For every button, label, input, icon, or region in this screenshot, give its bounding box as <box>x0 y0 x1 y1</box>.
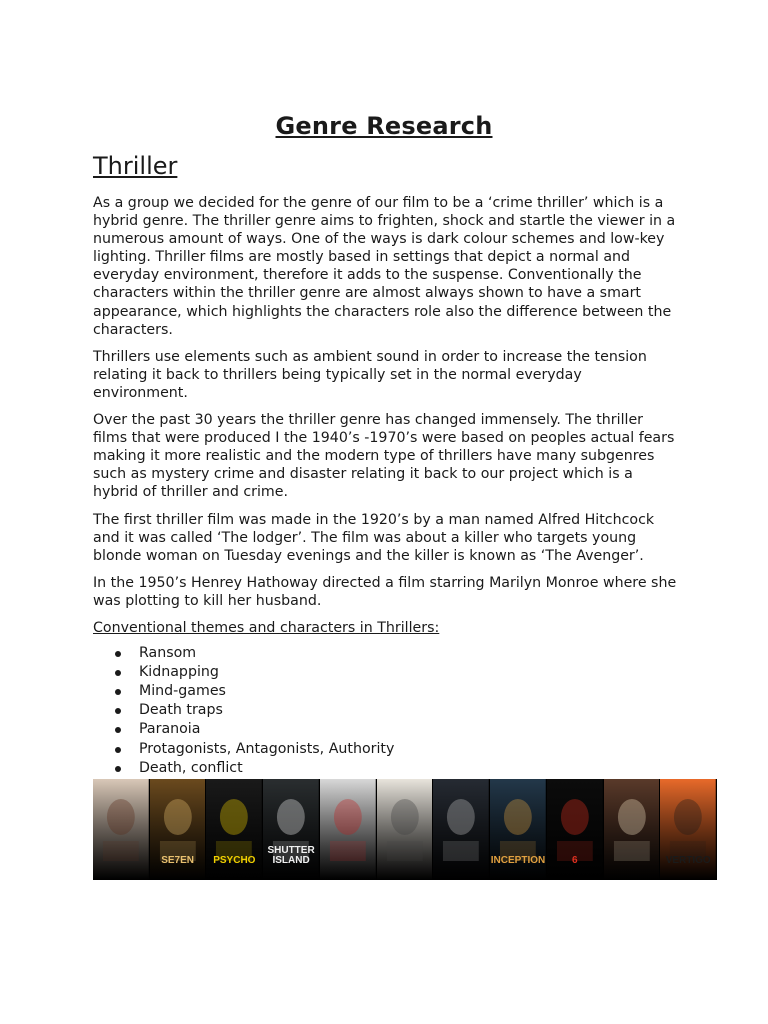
list-item: Death, conflict <box>93 759 681 778</box>
poster-silence-of-the-lambs <box>93 779 150 880</box>
paragraph: In the 1950’s Henrey Hathoway directed a film starring Marilyn Monroe where she was plotting to kill her husband. <box>93 574 677 609</box>
poster-art <box>93 779 149 880</box>
movie-poster-strip <box>93 779 717 880</box>
paragraph: Over the past 30 years the thriller genre has changed immensely. The thriller films that were produced I the 1940’s -1970’s were based on peoples actual fears making it more realistic and the modern type of thrillers have many subgenres such as mystery crime and disaster relating it back to our project which is a hybrid of thriller and crime. <box>93 412 675 501</box>
list-item: Ransom <box>93 644 681 663</box>
poster-title: 6 <box>571 855 578 866</box>
poster-the-number-6 <box>547 779 604 880</box>
poster-title: INCEPTION <box>490 855 546 866</box>
list-item: Kidnapping <box>93 663 681 682</box>
paragraph: As a group we decided for the genre of our film to be a ‘crime thriller’ which is a hybrid genre. The thriller genre aims to frighten, shock and startle the viewer in a numerous amount of ways. One of the ways is dark colour schemes and low-key lighting. Thriller films are mostly based in settings that depict a normal and everyday environment, therefore it adds to the suspense. Conventionally the characters within the thriller genre are almost always shown to have a smart appearance, which highlights the characters role also the difference between the characters. <box>93 195 676 338</box>
poster-title: VERTIGO <box>665 855 711 866</box>
poster-usual-suspects <box>320 779 377 880</box>
poster-inception <box>490 779 547 880</box>
paragraph: The first thriller film was made in the 1920’s by a man named Alfred Hitchcock and it was called ‘The lodger’. The film was about a killer who targets young blonde woman on Tuesday evenings and the killer is known as ‘The Avenger’. <box>93 511 655 564</box>
poster-rear-window <box>604 779 661 880</box>
poster-art <box>377 779 433 880</box>
list-item: Paranoia <box>93 720 681 739</box>
poster-seven <box>150 779 207 880</box>
poster-vertigo <box>660 779 717 880</box>
poster-title: PSYCHO <box>213 855 256 866</box>
list-item: Death traps <box>93 701 681 720</box>
poster-art <box>320 779 376 880</box>
poster-memento <box>377 779 434 880</box>
themes-list <box>93 644 681 797</box>
poster-shutter-island <box>263 779 320 880</box>
poster-psycho <box>206 779 263 880</box>
poster-art <box>433 779 489 880</box>
poster-title: SE7EN <box>161 855 194 866</box>
poster-title: SHUTTER ISLAND <box>267 845 315 866</box>
paragraph: Thrillers use elements such as ambient sound in order to increase the tension relating it back to thrillers being typically set in the normal everyday environment. <box>93 348 647 401</box>
list-item: Protagonists, Antagonists, Authority <box>93 740 681 759</box>
poster-art <box>604 779 660 880</box>
document-title: Genre Research <box>275 112 493 140</box>
list-heading: Conventional themes and characters in Thrillers: <box>93 619 440 636</box>
section-heading-thriller: Thriller <box>93 152 178 180</box>
poster-oldboy <box>433 779 490 880</box>
list-item: Mind-games <box>93 682 681 701</box>
document-body <box>93 194 681 797</box>
